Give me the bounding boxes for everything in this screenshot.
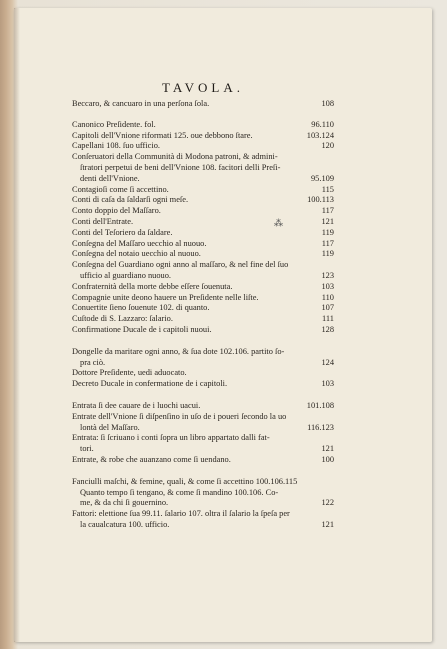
index-section	[72, 99, 334, 110]
page-reference: 111	[322, 314, 334, 324]
index-entry	[72, 509, 334, 531]
entry-text-line: Conſegna del Maſſaro uecchio al nuouo.	[72, 238, 207, 248]
index-entry	[72, 347, 334, 369]
entry-text-line: Conſegna del Guardiano ogni anno al maſſaro, & nel fine del ſuo	[72, 260, 289, 270]
entry-text-line: Beccaro, & cancuaro in una perſona ſola.	[72, 99, 210, 108]
section-gap	[72, 336, 334, 347]
entry-text-line: Entrate dell'Vnione ſi diſpenſino in uſo de i poueri ſecondo la uo	[72, 411, 287, 421]
index-entry	[72, 141, 334, 152]
index-entry	[72, 120, 334, 131]
entry-text-line: Entrata ſi dee cauare de i luochi uacui.	[72, 400, 201, 410]
printer-mark: ⁂	[274, 218, 283, 228]
entry-text-line: Quanto tempo ſi tengano, & come ſi mandino 100.106. Co-	[80, 487, 279, 497]
page-reference: 108	[321, 99, 334, 108]
page-reference: 119	[321, 227, 334, 237]
section-gap	[72, 390, 334, 401]
page-reference: 100.113	[307, 195, 334, 205]
entry-text-line: Capellani 108. ſuo ufficio.	[72, 141, 160, 151]
page-reference: 121	[321, 216, 334, 226]
index-section	[72, 401, 334, 466]
index-content	[72, 80, 334, 531]
page-reference: 115	[321, 184, 334, 194]
index-entry	[72, 239, 334, 250]
index-entry	[72, 260, 334, 282]
page-title: TAVOLA.	[162, 80, 244, 95]
entry-text-line: Dongelle da maritare ogni anno, & ſua dote 102.106. partito ſo-	[72, 346, 285, 356]
index-entry	[72, 293, 334, 304]
page-reference: 122	[321, 498, 334, 508]
entry-text-line: Dottore Preſidente, uedi aduocato.	[72, 368, 187, 378]
page-reference: 119	[321, 249, 334, 259]
entry-text-line: Conti del Teſoriero da ſaldare.	[72, 227, 173, 237]
entry-text-line: Confraternità della morte debbe eſſere ſouenuta.	[72, 281, 233, 291]
page-reference: 101.108	[306, 400, 334, 410]
index-entry	[72, 368, 334, 379]
index-section	[72, 347, 334, 390]
entry-text-line: Conti dell'Entrate.	[72, 216, 134, 226]
index-entry	[72, 455, 334, 466]
section-gap	[72, 110, 334, 120]
entry-text-line: Entrata: ſi ſcriuano i conti ſopra un libro appartato dalli fat-	[72, 433, 270, 443]
index-entry	[72, 99, 334, 110]
page-reference: 103	[321, 379, 334, 389]
entry-text-line: pra ciò.	[80, 357, 106, 367]
entry-text-line: Fattori: elettione ſua 99.11. ſalario 107. oltra il ſalario la ſpeſa per	[72, 509, 290, 519]
index-section	[72, 477, 334, 531]
entry-text-line: Conſegna del notaio uecchio al nuouo.	[72, 249, 201, 259]
entry-text-line: ufficio al guardiano nuouo.	[80, 270, 172, 280]
index-entry	[72, 401, 334, 412]
entry-text-line: Contagioſi come ſi accettino.	[72, 184, 169, 194]
index-entry	[72, 249, 334, 260]
entry-text-line: Capitoli dell'Vnione riformati 125. oue debbono ſtare.	[72, 130, 253, 140]
entry-text-line: Entrate, & robe che auanzano come ſi uendano.	[72, 454, 231, 464]
entry-text-line: me, & da chi ſi gouernino.	[80, 498, 169, 508]
entry-text-line: Compagnie unite deono hauere un Preſidente nelle liſte.	[72, 292, 259, 302]
index-entry	[72, 379, 334, 390]
page-reference: 107	[321, 303, 334, 313]
page-reference: 120	[321, 141, 334, 151]
index-entry	[72, 195, 334, 206]
page-reference: 100	[321, 454, 334, 464]
page-reference: 95.109	[310, 173, 334, 183]
entry-text-line: Confirmatione Ducale de i capitoli nuoui.	[72, 324, 212, 334]
page-reference: 103.124	[306, 130, 334, 140]
page-gutter-shadow	[14, 8, 20, 642]
index-entry	[72, 206, 334, 217]
entry-text-line: Fanciulli maſchi, & femine, quali, & come ſi accettino 100.106.115	[72, 476, 298, 486]
index-entry	[72, 217, 334, 228]
index-entry	[72, 303, 334, 314]
entry-text-line: Conuertite ſieno ſouenute 102. di quanto.	[72, 303, 210, 313]
page-reference: 117	[321, 238, 334, 248]
index-entry	[72, 325, 334, 336]
index-entry	[72, 131, 334, 142]
page-reference: 96.110	[311, 119, 334, 129]
page-reference: 128	[321, 324, 334, 334]
index-entry	[72, 152, 334, 184]
page-reference: 117	[321, 206, 334, 216]
index-entry	[72, 477, 334, 509]
entry-text-line: Conto doppio del Maſſaro.	[72, 206, 161, 216]
index-section	[72, 120, 334, 336]
page-reference: 116.123	[307, 422, 334, 432]
page-reference: 103	[321, 281, 334, 291]
page-reference: 110	[321, 292, 334, 302]
section-gap	[72, 466, 334, 477]
index-entry	[72, 282, 334, 293]
entry-text-line: lontà del Maſſaro.	[80, 422, 140, 432]
page-reference: 123	[321, 270, 334, 280]
index-entry	[72, 433, 334, 455]
index-sections	[72, 99, 334, 531]
page-reference: 124	[321, 357, 334, 367]
entry-text-line: tori.	[80, 444, 94, 454]
index-entry	[72, 314, 334, 325]
index-entry	[72, 228, 334, 239]
entry-text-line: Conſeruatori della Communità di Modona patroni, & admini-	[72, 152, 278, 162]
page-reference: 121	[321, 519, 334, 529]
entry-text-line: Decreto Ducale in confermatione de i capitoli.	[72, 379, 228, 389]
entry-text-line: ſtratori perpetui de beni dell'Vnione 108. facitori delli Preſi-	[80, 162, 281, 172]
entry-text-line: Conti di caſa da ſaldarſi ogni meſe.	[72, 195, 189, 205]
entry-text-line: la caualcatura 100. ufficio.	[80, 519, 170, 529]
page-reference: 121	[321, 444, 334, 454]
entry-text-line: Canonico Preſidente. fol.	[72, 119, 156, 129]
index-entry	[72, 412, 334, 434]
index-entry	[72, 185, 334, 196]
entry-text-line: denti dell'Vnione.	[80, 173, 140, 183]
entry-text-line: Cuſtode di S. Lazzaro: ſalario.	[72, 314, 173, 324]
